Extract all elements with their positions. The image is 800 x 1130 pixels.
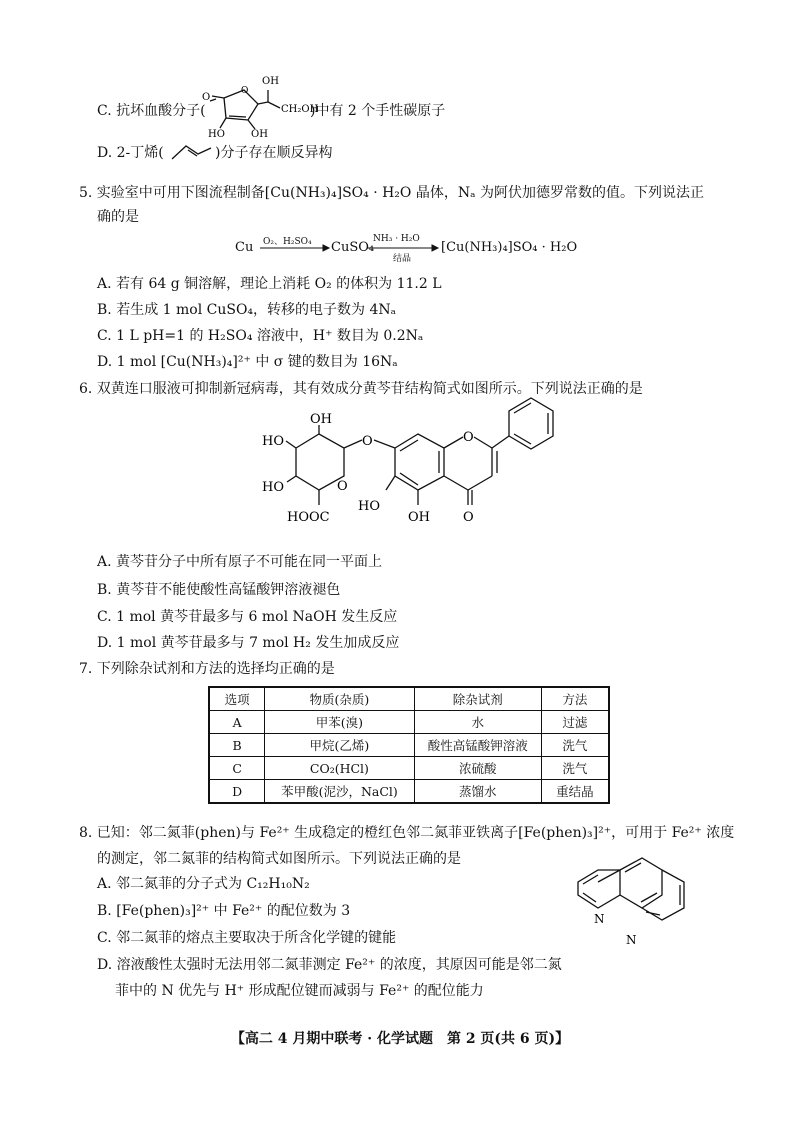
baicalin-oh1: OH: [310, 412, 332, 427]
baicalin-ho1: HO: [262, 434, 284, 449]
phenanthroline-bonds: [578, 858, 684, 920]
q4-option-c-suffix: )中有 2 个手性碳原子: [310, 103, 446, 119]
table-cell: CO₂(HCl): [265, 757, 414, 780]
eq-arrow2-bottom-label: 结晶: [393, 254, 412, 264]
baicalin-o-keto: O: [463, 510, 474, 525]
q5-option-d: D. 1 mol [Cu(NH₃)₄]²⁺ 中 σ 键的数目为 16Nₐ: [97, 354, 398, 370]
table-cell: B: [209, 734, 265, 757]
q8-option-d-line1: D. 溶液酸性太强时无法用邻二氮菲测定 Fe²⁺ 的浓度，其原因可能是邻二氮: [97, 957, 562, 973]
q5-option-a: A. 若有 64 g 铜溶解，理论上消耗 O₂ 的体积为 11.2 L: [97, 276, 442, 292]
eq-cu: Cu: [235, 240, 254, 255]
table-cell: 洗气: [541, 734, 609, 757]
phen-n2: N: [626, 933, 637, 947]
table-cell: 蒸馏水: [414, 780, 541, 804]
table-cell: C: [209, 757, 265, 780]
q6-option-a: A. 黄芩苷分子中所有原子不可能在同一平面上: [97, 554, 383, 570]
eq-product: [Cu(NH₃)₄]SO₄ · H₂O: [441, 240, 578, 255]
baicalin-oh2: OH: [408, 510, 430, 525]
q5-stem-line1: 5. 实验室中可用下图流程制备[Cu(NH₃)₄]SO₄ · H₂O 晶体，Nₐ 为阿伏加德罗常数的值。下列说法正: [79, 185, 704, 201]
q8-option-a: A. 邻二氮菲的分子式为 C₁₂H₁₀N₂: [97, 876, 310, 892]
q8-stem-line1: 8. 已知：邻二氮菲(phen)与 Fe²⁺ 生成稳定的橙红色邻二氮菲亚铁离子[Fe(phen)₃]²⁺，可用于 Fe²⁺ 浓度: [79, 825, 735, 841]
table-header-cell: 选项: [209, 687, 265, 711]
q7-stem: 7. 下列除杂试剂和方法的选择均正确的是: [79, 661, 335, 677]
q6-option-c: C. 1 mol 黄芩苷最多与 6 mol NaOH 发生反应: [97, 609, 398, 625]
table-cell: 酸性高锰酸钾溶液: [414, 734, 541, 757]
ascorbic-keto-o: O: [202, 92, 211, 103]
table-cell: D: [209, 780, 265, 804]
table-cell: 甲苯(溴): [265, 711, 414, 734]
q4-option-d-prefix: D. 2-丁烯(: [97, 145, 164, 161]
table-row: [209, 780, 609, 804]
ascorbic-oh: OH: [251, 129, 268, 140]
q5-option-b: B. 若生成 1 mol CuSO₄，转移的电子数为 4Nₐ: [97, 302, 397, 318]
table-row: [209, 734, 609, 757]
table-cell: 重结晶: [541, 780, 609, 804]
eq-cuso4: CuSO₄: [331, 240, 375, 255]
table-cell: 水: [414, 711, 541, 734]
ascorbic-ring-o: O: [241, 86, 249, 96]
baicalin-ho2: HO: [262, 480, 284, 495]
page-footer: 【高二 4 月期中联考 · 化学试题 第 2 页(共 6 页)】: [230, 1031, 570, 1047]
q8-option-b: B. [Fe(phen)₃]²⁺ 中 Fe²⁺ 的配位数为 3: [97, 903, 351, 919]
baicalin-hooc: HOOC: [287, 510, 330, 525]
baicalin-o-link: O: [362, 434, 373, 449]
table-header-row: [209, 687, 609, 711]
baicalin-ho3: HO: [358, 499, 380, 514]
table-header-cell: 方法: [541, 687, 609, 711]
q4-option-c-prefix: C. 抗坏血酸分子(: [97, 103, 206, 119]
q6-stem: 6. 双黄连口服液可抑制新冠病毒，其有效成分黄芩苷结构简式如图所示。下列说法正确的是: [79, 381, 643, 397]
ascorbic-oh-top: OH: [262, 76, 279, 87]
q8-option-c: C. 邻二氮菲的熔点主要取决于所含化学键的键能: [97, 930, 397, 946]
ascorbic-ch2oh: CH₂OH: [281, 104, 319, 115]
table-cell: 浓硫酸: [414, 757, 541, 780]
table-row: [209, 711, 609, 734]
q8-option-d-line2: 菲中的 N 优先与 H⁺ 形成配位键而减弱与 Fe²⁺ 的配位能力: [115, 983, 484, 999]
q6-option-d: D. 1 mol 黄芩苷最多与 7 mol H₂ 发生加成反应: [97, 635, 400, 651]
table-header-cell: 物质(杂质): [265, 687, 414, 711]
ascorbic-ho: HO: [208, 129, 225, 140]
q8-stem-line2: 的测定，邻二氮菲的结构简式如图所示。下列说法正确的是: [97, 851, 461, 867]
table-cell: 洗气: [541, 757, 609, 780]
q5-stem-line2: 确的是: [97, 209, 139, 225]
q4-option-d-suffix: )分子存在顺反异构: [215, 145, 333, 161]
baicalin-o-ring2: O: [463, 430, 474, 445]
table-header-cell: 除杂试剂: [414, 687, 541, 711]
q5-option-c: C. 1 L pH=1 的 H₂SO₄ 溶液中，H⁺ 数目为 0.2Nₐ: [97, 328, 424, 344]
q6-option-b: B. 黄芩苷不能使酸性高锰酸钾溶液褪色: [97, 582, 341, 598]
table-cell: 过滤: [541, 711, 609, 734]
eq-arrow1-label: O₂、H₂SO₄: [263, 237, 312, 247]
eq-arrow2-top-label: NH₃ · H₂O: [373, 234, 420, 244]
baicalin-o-ring1: O: [337, 479, 348, 494]
table-row: [209, 757, 609, 780]
phen-n1: N: [594, 912, 605, 926]
table-cell: 甲烷(乙烯): [265, 734, 414, 757]
table-cell: A: [209, 711, 265, 734]
purification-table: [208, 686, 610, 804]
table-cell: 苯甲酸(泥沙，NaCl): [265, 780, 414, 804]
